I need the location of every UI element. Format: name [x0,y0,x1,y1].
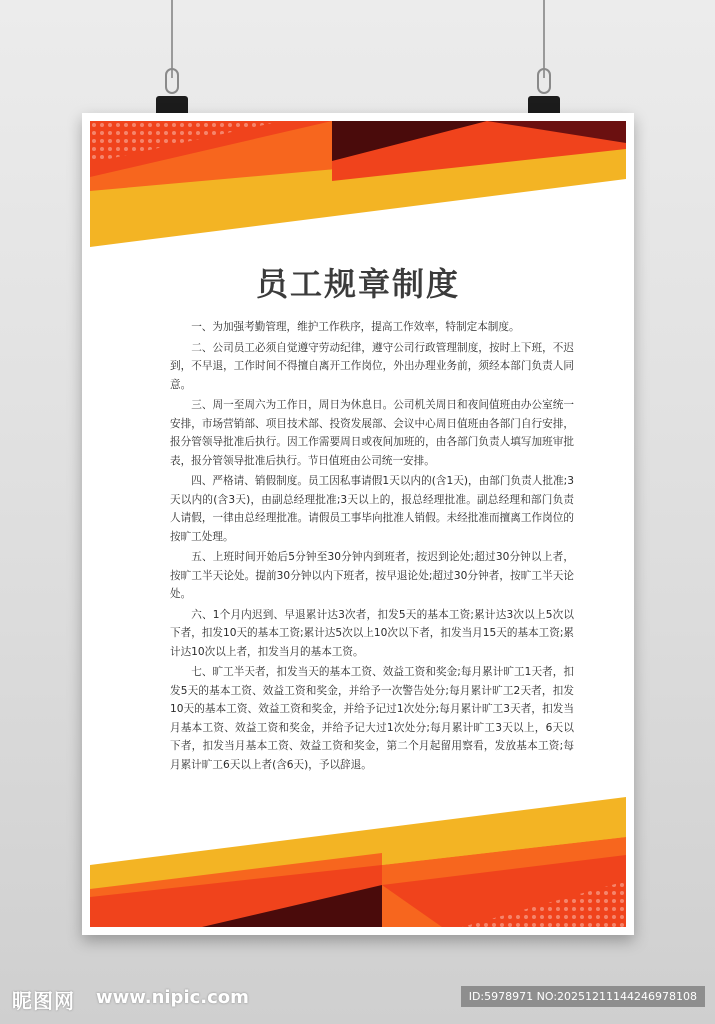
rule-paragraph-7: 七、旷工半天者，扣发当天的基本工资、效益工资和奖金;每月累计旷工1天者，扣发5天的基本工资、效益工资和奖金，并给予一次警告处分;每月累计旷工2天者，扣发10天的基本工资、效益工资和奖金，并给予记过1次处分;每月累计旷工3天者，扣发当月基本工资、效益工资和奖金，并给予记大过1次处分;每月累计旷工3天以上，6天以下者，扣发当月基本工资、效益工资和奖金，第二个月起留用察看，发放基本工资;每月累计旷工6天以上者(含6天)，予以辞退。 [170,666,574,771]
rule-paragraph-5: 五、上班时间开始后5分钟至30分钟内到班者，按迟到论处;超过30分钟以上者，按旷工半天论处。提前30分钟以内下班者，按早退论处;超过30分钟者，按旷工半天论处。 [170,551,574,600]
rule-paragraph-3: 三、周一至周六为工作日，周日为休息日。公司机关周日和夜间值班由办公室统一安排，市场营销部、项目技术部、投资发展部、会议中心周日值班由各部门自行安排，报分管领导批准后执行。因工作需要周日或夜间加班的，由各部门负责人填写加班审批表，报分管领导批准后执行。节日值班由公司统一安排。 [170,399,574,467]
rule-paragraph-1: 一、为加强考勤管理，维护工作秩序，提高工作效率，特制定本制度。 [191,321,520,333]
rules-body [170,318,574,776]
top-decoration [82,113,634,263]
poster-title: 员工规章制度 [255,265,460,303]
hanging-wire-right [543,0,545,78]
clip-ring-right [537,68,551,94]
poster [82,113,634,935]
bottom-decoration [82,785,634,935]
clip-ring-left [165,68,179,94]
watermark-id: ID:5978971 NO:20251211144246978108 [461,986,705,1007]
watermark-url: www.nipic.com [96,987,249,1008]
rule-paragraph-6: 六、1个月内迟到、早退累计达3次者，扣发5天的基本工资;累计达3次以上5次以下者，扣发10天的基本工资;累计达5次以上10次以下者，扣发当月15天的基本工资;累计达10次以上者，扣发当月的基本工资。 [170,608,574,658]
hanging-wire-left [171,0,173,78]
rule-paragraph-4: 四、严格请、销假制度。员工因私事请假1天以内的(含1天)，由部门负责人批准;3天以内的(含3天)，由副总经理批准;3天以上的，报总经理批准。副总经理和部门负责人请假，一律由总经理批准。请假员工事毕向批准人销假。未经批准而擅离工作岗位的按旷工处理。 [170,475,574,543]
rule-paragraph-2: 二、公司员工必须自觉遵守劳动纪律，遵守公司行政管理制度，按时上下班，不迟到，不早退，工作时间不得擅自离开工作岗位，外出办理业务前，须经本部门负责人同意。 [170,341,574,391]
nipic-logo: 昵图网 [12,989,75,1013]
